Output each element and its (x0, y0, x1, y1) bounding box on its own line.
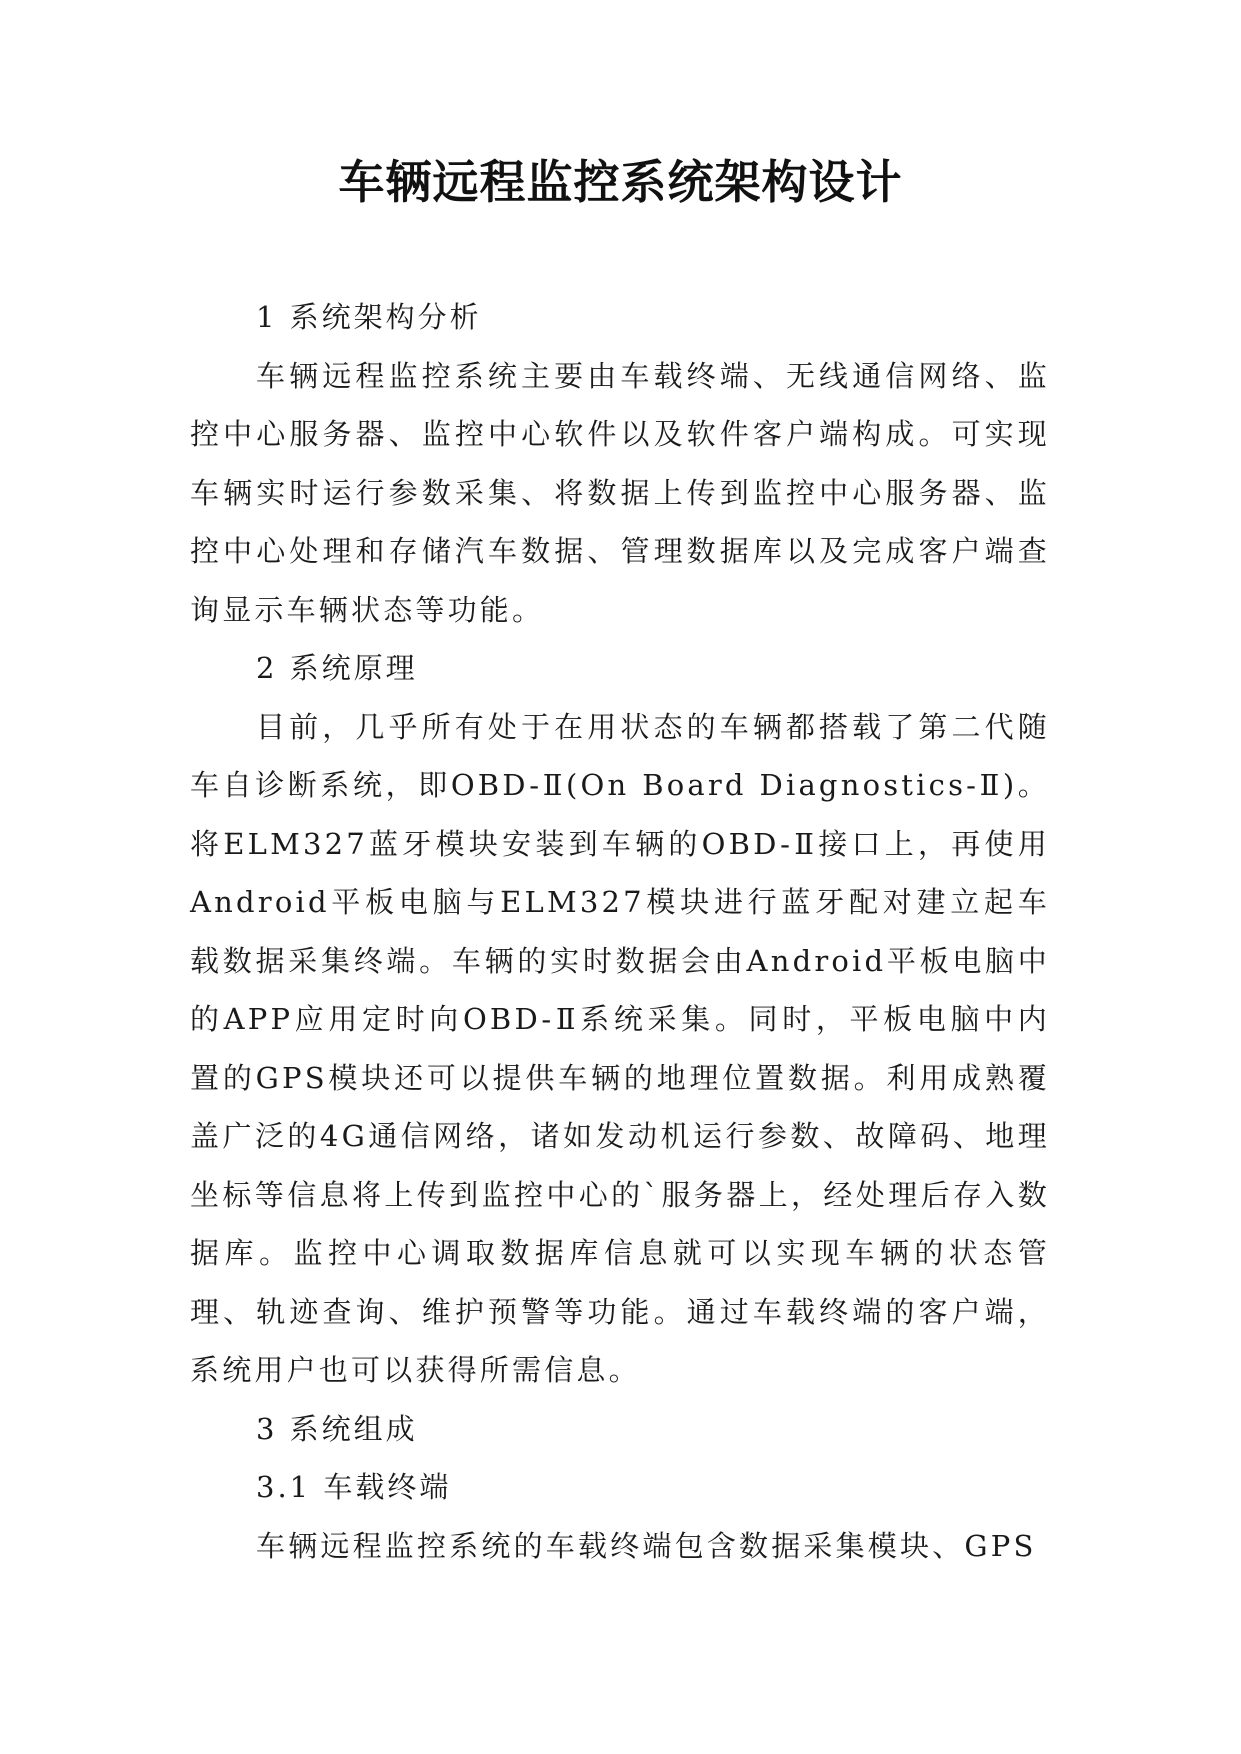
section-heading: 3 系统组成 (256, 1411, 418, 1446)
subsection-heading: 3.1 车载终端 (256, 1470, 452, 1504)
document-title: 车辆远程监控系统架构设计 (338, 155, 903, 209)
document-body (190, 288, 1050, 1575)
section-heading: 2 系统原理 (256, 651, 418, 685)
body-paragraph: 车辆远程监控系统的车载终端包含数据采集模块、GPS (256, 1528, 1037, 1563)
body-paragraph: 车辆远程监控系统主要由车载终端、无线通信网络、监控中心服务器、监控中心软件以及软件客户端构成。可实现车辆实时运行参数采集、将数据上传到监控中心服务器、监控中心处理和存储汽车数据、管理数据库以及完成客户端查询显示车辆状态等功能。 (190, 358, 1050, 627)
section-heading: 1 系统架构分析 (256, 300, 482, 334)
body-paragraph: 目前，几乎所有处于在用状态的车辆都搭载了第二代随车自诊断系统，即OBD-Ⅱ(On Board Diagnostics-Ⅱ)。将ELM327蓝牙模块安装到车辆的OBD-Ⅱ接口上，再使用Android平板电脑与ELM327模块进行蓝牙配对建立起车载数据采集终端。车辆的实时数据会由Android平板电脑中的APP应用定时向OBD-Ⅱ系统采集。同时，平板电脑中内置的GPS模块还可以提供车辆的地理位置数据。利用成熟覆盖广泛的4G通信网络，诸如发动机运行参数、故障码、地理坐标等信息将上传到监控中心的`服务器上，经处理后存入数据库。监控中心调取数据库信息就可以实现车辆的状态管理、轨迹查询、维护预警等功能。通过车载终端的客户端，系统用户也可以获得所需信息。 (190, 709, 1050, 1387)
